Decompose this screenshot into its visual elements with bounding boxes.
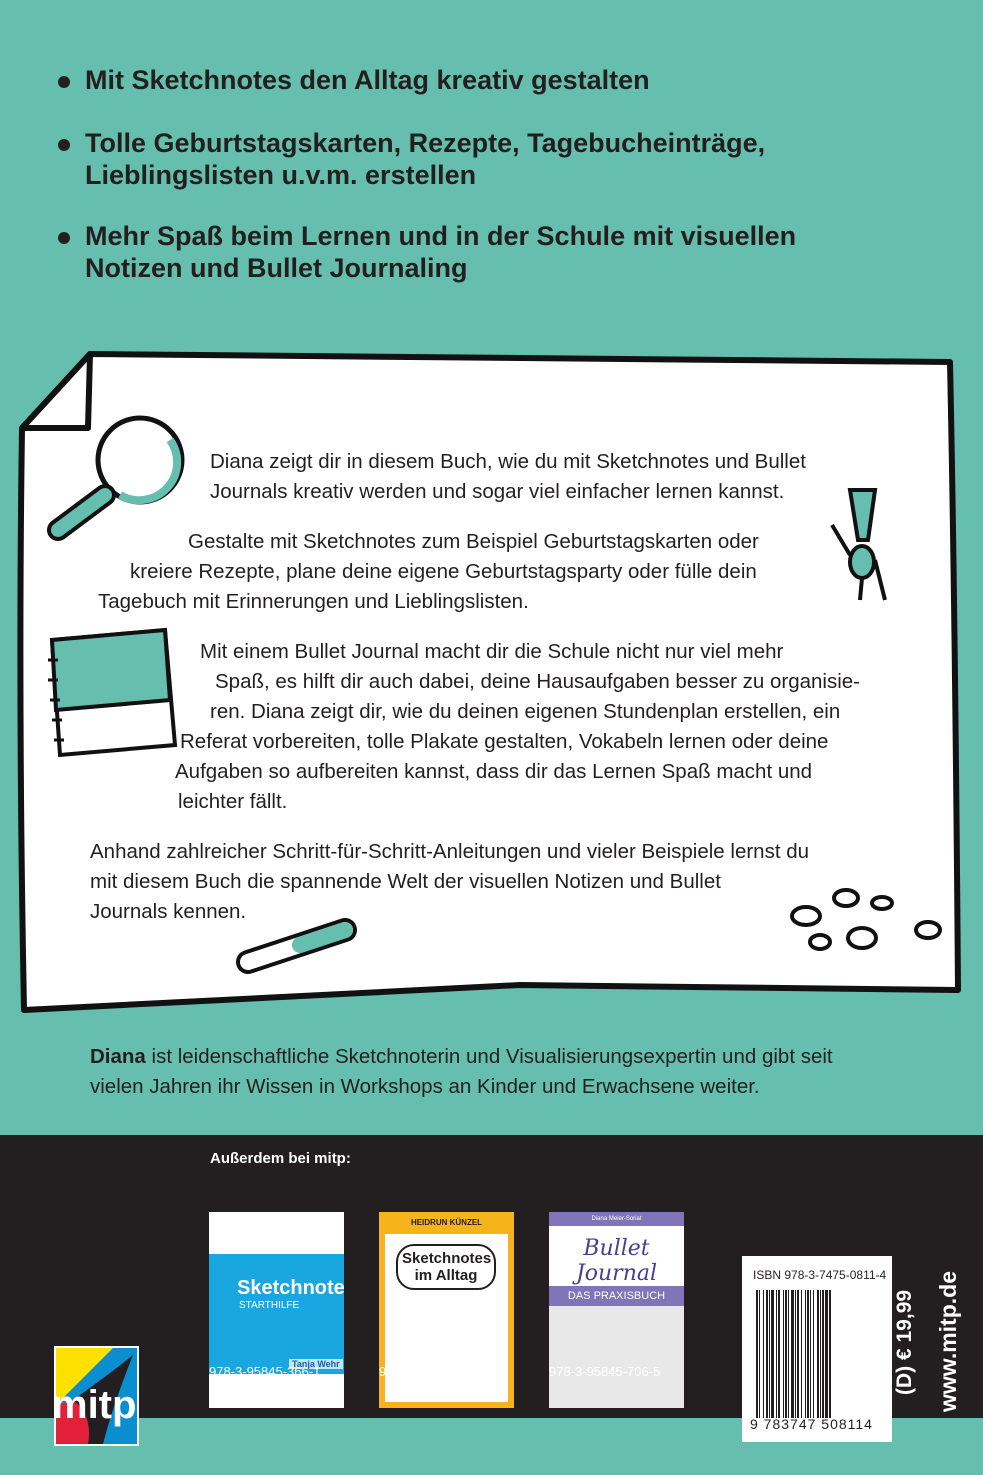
- author-name: Diana: [90, 1045, 146, 1068]
- website-link[interactable]: www.mitp.de: [935, 1271, 961, 1412]
- book-2-title: Sketchnotes im Alltag: [396, 1244, 496, 1290]
- paragraph-3-line: Spaß, es hilft dir auch dabei, deine Hausaufgaben besser zu organisie-: [215, 670, 861, 693]
- paragraph-2-line: Gestalte mit Sketchnotes zum Beispiel Geburtstagskarten oder: [188, 530, 759, 553]
- bullet-2-line-1: Tolle Geburtstagskarten, Rezepte, Tagebucheinträge,: [85, 128, 766, 158]
- paragraph-4-line: Anhand zahlreicher Schritt-für-Schritt-Anleitungen und vieler Beispiele lernst du: [90, 840, 810, 863]
- book-1-title: Sketchnote: [237, 1277, 345, 1299]
- bullet-3-line-2: Notizen und Bullet Journaling: [85, 253, 468, 283]
- paragraph-3-line: leichter fällt.: [178, 790, 288, 813]
- book-1-author: Tanja Wehr: [289, 1359, 343, 1369]
- paragraph-2-line: Tagebuch mit Erinnerungen und Lieblingslisten.: [98, 590, 529, 613]
- author-bio-line-2: vielen Jahren ihr Wissen in Workshops an Kinder und Erwachsene weiter.: [90, 1075, 760, 1098]
- bullet-1: Mit Sketchnotes den Alltag kreativ gestalten: [85, 65, 650, 95]
- bullet-2-line-2: Lieblingslisten u.v.m. erstellen: [85, 160, 477, 190]
- paragraph-3-line: Mit einem Bullet Journal macht dir die Schule nicht nur viel mehr: [200, 640, 784, 663]
- isbn-text: ISBN 978-3-7475-0811-4: [753, 1268, 887, 1282]
- paragraph-2-line: kreiere Rezepte, plane deine eigene Geburtstagsparty oder fülle dein: [130, 560, 757, 583]
- paragraph-1-line: Diana zeigt dir in diesem Buch, wie du mit Sketchnotes und Bullet: [210, 450, 806, 473]
- barcode-bars: [756, 1290, 878, 1418]
- book-3-title: Bullet Journal: [549, 1226, 684, 1286]
- paragraph-4-line: Journals kennen.: [90, 900, 247, 923]
- notebook-icon: [48, 630, 175, 755]
- book-3-author: Diana Meier-Soriat: [549, 1212, 684, 1226]
- book-1-isbn: 978-3-95845-366-1: [209, 1364, 321, 1379]
- paragraph-3-line: Referat vorbereiten, tolle Plakate gestalten, Vokabeln lernen oder deine: [180, 730, 829, 753]
- book-2-author: HEIDRUN KÜNZEL: [410, 1218, 483, 1227]
- author-bio-line-1: [90, 1042, 833, 1072]
- paragraph-1-line: Journals kreativ werden und sogar viel einfacher lernen kannst.: [210, 480, 785, 503]
- barcode-bar: [831, 1290, 832, 1418]
- paragraph-4-line: mit diesem Buch die spannende Welt der visuellen Notizen und Bullet: [90, 870, 721, 893]
- book-2-isbn: 978-3-95845-748-5: [379, 1364, 491, 1379]
- paragraph-3-line: ren. Diana zeigt dir, wie du deinen eigenen Stundenplan erstellen, ein: [210, 700, 841, 723]
- barcode-digits: 9 783747 508114: [750, 1416, 873, 1432]
- mitp-logo-text: mitp: [52, 1383, 137, 1427]
- also-by-mitp-heading: Außerdem bei mitp:: [210, 1150, 351, 1167]
- book-3-subtitle: DAS PRAXISBUCH: [549, 1286, 684, 1306]
- bullet-3-line-1: Mehr Spaß beim Lernen und in der Schule mit visuellen: [85, 221, 797, 251]
- price-label: (D) € 19,99: [893, 1289, 916, 1395]
- author-bio-text: ist leidenschaftliche Sketchnoterin und Visualisierungsexpertin und gibt seit: [145, 1045, 833, 1068]
- paragraph-3-line: Aufgaben so aufbereiten kannst, dass dir das Lernen Spaß macht und: [175, 760, 813, 783]
- book-3-isbn: 978-3-95845-706-5: [549, 1364, 661, 1379]
- book-1-subtitle: STARTHILFE: [239, 1300, 300, 1311]
- barcode-label: [742, 1256, 892, 1442]
